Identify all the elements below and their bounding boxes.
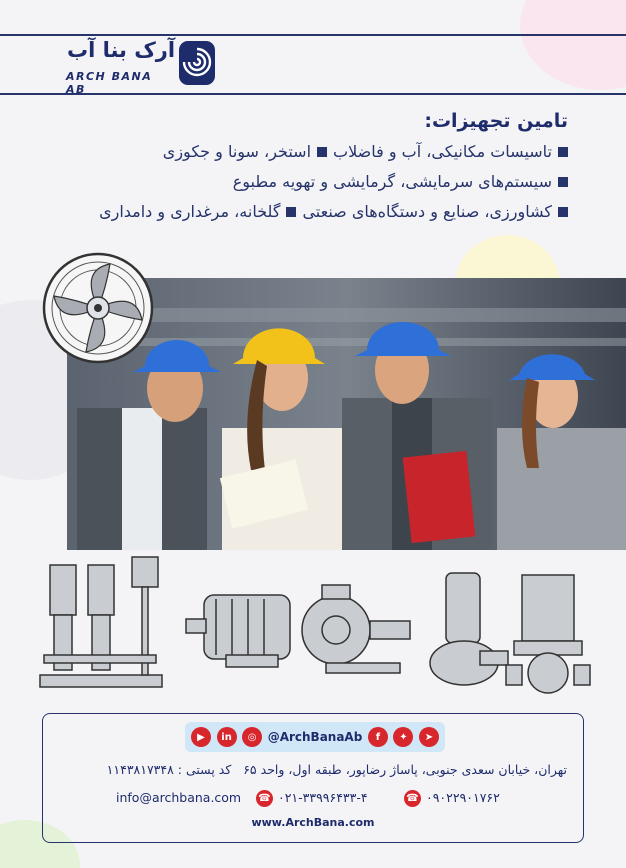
axial-fan-icon [40, 250, 156, 366]
brand-mark-icon [178, 40, 216, 86]
address-line [82, 762, 567, 777]
social-bar [185, 722, 445, 752]
social-handle[interactable]: @ArchBanaAb [267, 730, 363, 744]
website-link[interactable]: www.ArchBana.com [251, 816, 375, 829]
supply-item: استخر، سونا و جکوزی [162, 142, 312, 161]
facebook-icon[interactable]: f [368, 727, 388, 747]
linkedin-icon[interactable]: in [217, 727, 237, 747]
booster-pump-set-icon [40, 557, 162, 687]
brand-logo [66, 38, 216, 96]
supply-row-2 [48, 172, 568, 191]
telegram-icon[interactable]: ➤ [419, 727, 439, 747]
postal-label: کد پستی : [177, 762, 232, 777]
supply-item: کشاورزی، صنایع و دستگاه‌های صنعتی [302, 202, 552, 221]
email-text[interactable]: info@archbana.com [116, 790, 242, 805]
bullet-square-icon [558, 207, 568, 217]
bullet-square-icon [558, 177, 568, 187]
landline-text[interactable]: ۰۲۱-۳۳۹۹۶۴۳۳-۴ [278, 790, 368, 805]
brand-name-en: ARCH BANA AB [66, 70, 153, 96]
equipment-illustrations [36, 555, 596, 705]
postal-code: ۱۱۴۳۸۱۷۳۴۸ [106, 762, 174, 777]
mobile-text[interactable]: ۰۹۰۲۲۹۰۱۷۶۲ [426, 790, 500, 805]
supply-item: سیستم‌های سرمایشی، گرمایشی و تهویه مطبوع [232, 172, 552, 191]
address-text: تهران، خیابان سعدی جنوبی، پاساژ رضاپور، طبقه اول، واحد ۶۵ [243, 762, 567, 777]
brand-name-fa: آرک بنا آب [66, 38, 176, 62]
supply-item: تاسیسات مکانیکی، آب و فاضلاب [333, 142, 552, 161]
submersible-pump-icon [430, 573, 508, 685]
supply-title: تامین تجهیزات: [424, 110, 568, 132]
instagram-icon[interactable]: ◎ [242, 727, 262, 747]
top-rule [0, 34, 626, 36]
bg-blob-pink [520, 0, 626, 90]
supply-row-3 [48, 202, 568, 221]
supply-item: گلخانه، مرغداری و دامداری [99, 202, 281, 221]
phone-icon: ☎ [256, 790, 273, 807]
phone-icon: ☎ [404, 790, 421, 807]
supply-section [48, 110, 568, 232]
supply-row-1 [48, 142, 568, 161]
bullet-square-icon [317, 147, 327, 157]
bullet-square-icon [558, 147, 568, 157]
centrifugal-pump-icon [302, 585, 410, 673]
contact-line [110, 790, 570, 812]
inline-pump-icon [506, 575, 590, 693]
bullet-square-icon [286, 207, 296, 217]
youtube-icon[interactable]: ▶ [191, 727, 211, 747]
twitter-icon[interactable]: ✦ [393, 727, 413, 747]
electric-motor-icon [186, 595, 290, 667]
